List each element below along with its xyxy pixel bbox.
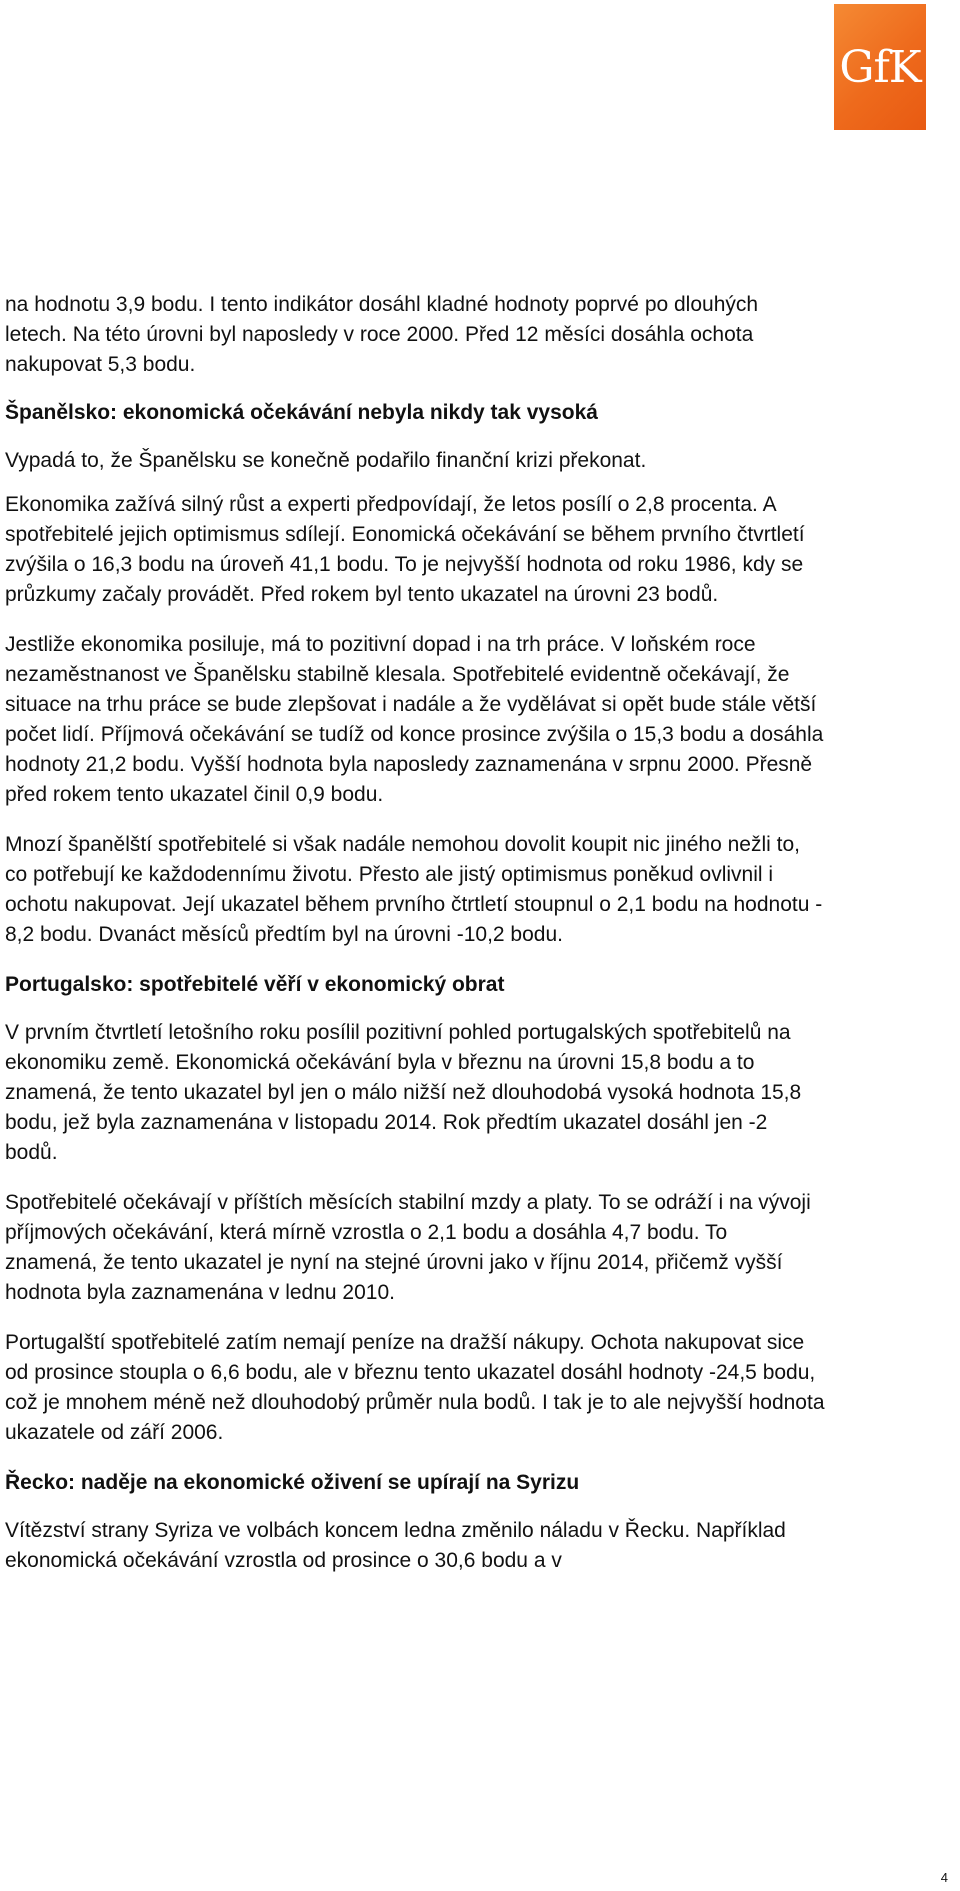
gfk-logo [834, 4, 926, 130]
logo-text: GfK [839, 41, 921, 93]
paragraph-portugal-2: Spotřebitelé očekávají v příštích měsících stabilní mzdy a platy. To se odráží i na vývoji příjmových očekávání, která mírně vzrostla o 2,1 bodu a dosáhla 4,7 bodu. To znamená, že tento ukazatel je nyní na stejné úrovni jako v říjnu 2014, přičemž vyšší hodnota byla zaznamenána v lednu 2010. [5, 1191, 811, 1304]
page-number: 4 [940, 1870, 948, 1885]
paragraph-greece-1: Vítězství strany Syriza ve volbách koncem ledna změnilo náladu v Řecku. Například ekonomická očekávání vzrostla od prosince o 30,6 bodu a v [5, 1519, 786, 1572]
paragraph-spain-2: Ekonomika zažívá silný růst a experti předpovídají, že letos posílí o 2,8 procenta. A spotřebitelé jejich optimismus sdílejí. Eonomická očekávání se během prvního čtvrtletí zvýšila o 16,3 bodu na úroveň 41,1 bodu. To je nejvyšší hodnota od roku 1986, kdy se průzkumy začaly provádět. Před rokem byl tento ukazatel na úrovni 23 bodů. [5, 493, 805, 606]
document-body [5, 290, 825, 1576]
heading-greece: Řecko: naděje na ekonomické oživení se upírají na Syrizu [5, 1471, 580, 1494]
heading-portugal: Portugalsko: spotřebitelé věří v ekonomický obrat [5, 973, 505, 996]
paragraph-portugal-3: Portugalští spotřebitelé zatím nemají peníze na dražší nákupy. Ochota nakupovat sice od prosince stoupla o 6,6 bodu, ale v březnu tento ukazatel dosáhl hodnoty -24,5 bodu, což je mnohem méně než dlouhodobý průměr nula bodů. I tak je to ale nejvyšší hodnota ukazatele od září 2006. [5, 1331, 825, 1444]
heading-spain: Španělsko: ekonomická očekávání nebyla nikdy tak vysoká [5, 401, 598, 424]
paragraph-portugal-1: V prvním čtvrtletí letošního roku posílil pozitivní pohled portugalských spotřebitelů na ekonomiku země. Ekonomická očekávání byla v březnu na úrovni 15,8 bodu a to znamená, že tento ukazatel byl jen o málo nižší než dlouhodobá vysoká hodnota 15,8 bodu, jež byla zaznamenána v listopadu 2014. Rok předtím ukazatel dosáhl jen -2 bodů. [5, 1021, 802, 1164]
paragraph-spain-1: Vypadá to, že Španělsku se konečně podařilo finanční krizi překonat. [5, 449, 647, 472]
paragraph-intro: na hodnotu 3,9 bodu. I tento indikátor dosáhl kladné hodnoty poprvé po dlouhých letech. Na této úrovni byl naposledy v roce 2000. Před 12 měsíci dosáhla ochota nakupovat 5,3 bodu. [5, 293, 759, 376]
paragraph-spain-3: Jestliže ekonomika posiluje, má to pozitivní dopad i na trh práce. V loňském roce nezaměstnanost ve Španělsku stabilně klesala. Spotřebitelé evidentně očekávají, že situace na trhu práce se bude zlepšovat i nadále a že vydělávat si opět bude stále větší počet lidí. Příjmová očekávání se tudíž od konce prosince zvýšila o 15,3 bodu a dosáhla hodnoty 21,2 bodu. Vyšší hodnota byla naposledy zaznamenána v srpnu 2000. Přesně před rokem tento ukazatel činil 0,9 bodu. [5, 633, 824, 806]
paragraph-spain-4: Mnozí španělští spotřebitelé si však nadále nemohou dovolit koupit nic jiného nežli to, co potřebují ke každodennímu životu. Přesto ale jistý optimismus poněkud ovlivnil i ochotu nakupovat. Její ukazatel během prvního čtrtletí stoupnul o 2,1 bodu na hodnotu - 8,2 bodu. Dvanáct měsíců předtím byl na úrovni -10,2 bodu. [5, 833, 823, 946]
